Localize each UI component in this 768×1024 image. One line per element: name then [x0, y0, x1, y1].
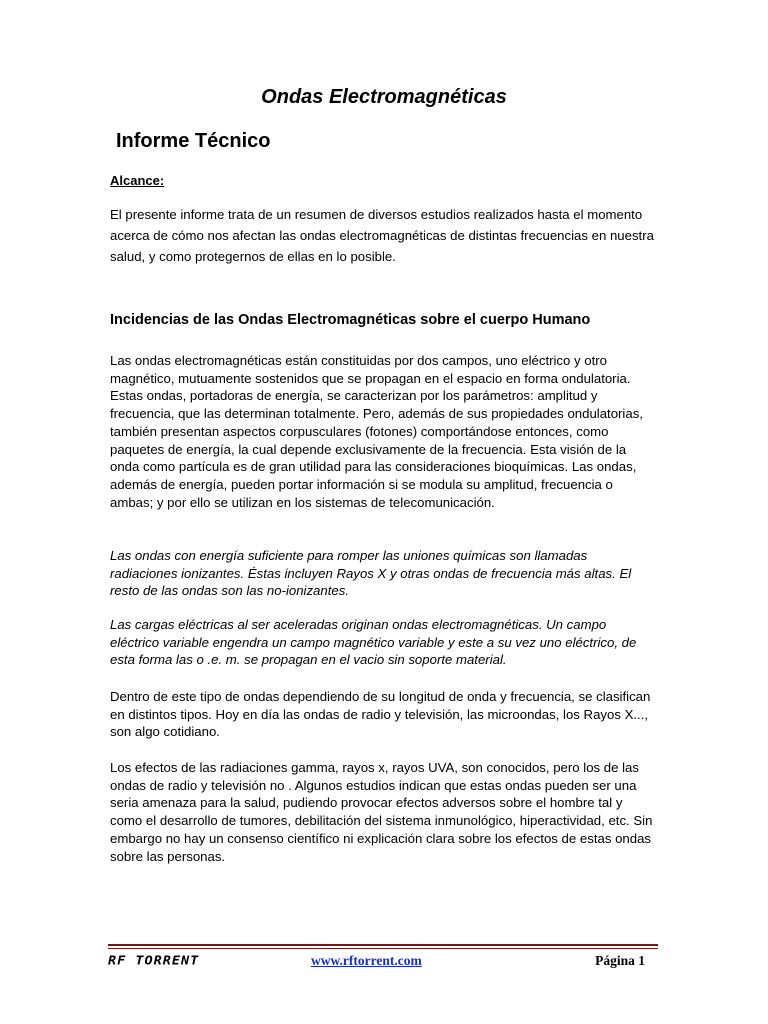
body-paragraph: Los efectos de las radiaciones gamma, rayos x, rayos UVA, son conocidos, pero los de las ondas de radio y televisión no . Algunos estudios indican que estas ondas pueden ser una seria amenaza para la salud, pudiendo provocar efectos adversos sobre el hombre tal y como el desarrollo de tumores, debilitación del sistema inmunológico, hiperactividad, etc. Sin embargo no hay un consenso científico ni explicación clara sobre los efectos de estas ondas sobre las personas.	[110, 760, 653, 864]
footer-logo: RF TORRENT	[108, 953, 200, 969]
document-title: Ondas Electromagnéticas	[261, 86, 507, 108]
scope-label: Alcance:	[110, 173, 165, 188]
document-subtitle: Informe Técnico	[116, 130, 271, 152]
footer-website-link[interactable]: www.rftorrent.com	[311, 953, 422, 968]
body-paragraph-italic: Las cargas eléctricas al ser aceleradas originan ondas electromagnéticas. Un campo eléctrico variable engendra un campo magnético variable y este a su vez uno eléctrico, de esta forma las o .e. m. se propagan en el vacio sin soporte material.	[110, 617, 637, 668]
section-heading: Incidencias de las Ondas Electromagnéticas sobre el cuerpo Humano	[110, 312, 591, 328]
intro-paragraph: El presente informe trata de un resumen de diversos estudios realizados hasta el momento acerca de cómo nos afectan las ondas electromagnéticas de distintas frecuencias en nuestra salud, y como protegernos de ellas en lo posible.	[110, 207, 654, 264]
footer-rule-thin	[108, 948, 658, 949]
footer-page-number: Página 1	[595, 953, 645, 968]
footer-rule-thick	[108, 944, 658, 946]
body-paragraph-italic: Las ondas con energía suficiente para romper las uniones químicas son llamadas radiaciones ionizantes. Éstas incluyen Rayos X y otras ondas de frecuencia más altas. El resto de las ondas son las no-ionizantes.	[110, 548, 632, 599]
body-paragraph: Dentro de este tipo de ondas dependiendo de su longitud de onda y frecuencia, se clasifican en distintos tipos. Hoy en día las ondas de radio y televisión, las microondas, los Rayos X..., son algo cotidiano.	[110, 689, 651, 740]
body-paragraph: Las ondas electromagnéticas están constituidas por dos campos, uno eléctrico y otro magnético, mutuamente sostenidos que se propagan en el espacio en forma ondulatoria. Estas ondas, portadoras de energía, se caracterizan por los parámetros: amplitud y frecuencia, que las determinan totalmente. Pero, además de sus propiedades ondulatorias, también presentan aspectos corpusculares (fotones) comportándose entonces, como paquetes de energía, la cual depende exclusivamente de la frecuencia. Esta visión de la onda como partícula es de gran utilidad para las consideraciones bioquímicas. Las ondas, además de energía, pueden portar información si se modula su amplitud, frecuencia o ambas; y por ello se utilizan en los sistemas de telecomunicación.	[110, 353, 643, 510]
